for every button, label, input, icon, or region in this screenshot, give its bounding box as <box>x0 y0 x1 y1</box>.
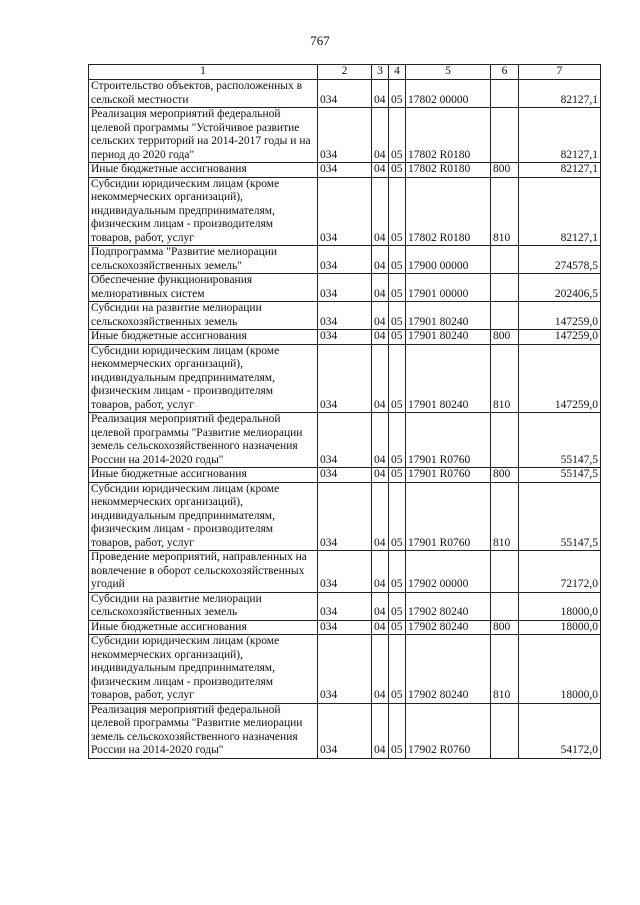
row-pr-code: 05 <box>389 592 406 620</box>
row-rz-code: 04 <box>372 108 389 163</box>
table-row <box>89 592 601 620</box>
row-name: Субсидии на развитие мелиорации сельскохозяйственных земель <box>89 592 318 620</box>
row-gr-code: 034 <box>318 163 372 178</box>
row-gr-code: 034 <box>318 635 372 704</box>
row-rz-code: 04 <box>372 482 389 551</box>
table-row <box>89 703 601 758</box>
row-vr-code: 810 <box>491 482 519 551</box>
row-rz-code: 04 <box>372 703 389 758</box>
row-amount: 18000,0 <box>519 592 601 620</box>
table-row <box>89 344 601 413</box>
row-rz-code: 04 <box>372 274 389 302</box>
row-name: Субсидии на развитие мелиорации сельскохозяйственных земель <box>89 302 318 330</box>
row-amount: 147259,0 <box>519 344 601 413</box>
row-gr-code: 034 <box>318 551 372 593</box>
row-csr-code: 17901 R0760 <box>406 413 491 468</box>
header-row <box>89 65 601 80</box>
row-pr-code: 05 <box>389 620 406 635</box>
page-number: 767 <box>310 33 330 48</box>
table-row <box>89 177 601 246</box>
row-gr-code: 034 <box>318 330 372 345</box>
row-gr-code: 034 <box>318 302 372 330</box>
row-vr-code: 810 <box>491 177 519 246</box>
row-vr-code: 800 <box>491 330 519 345</box>
row-csr-code: 17902 R0760 <box>406 703 491 758</box>
table-body <box>89 80 601 759</box>
table-row <box>89 468 601 483</box>
row-name: Субсидии юридическим лицам (кроме некоммерческих организаций), индивидуальным предпринимателям, физическим лицам - производителям товаров, работ, услуг <box>89 177 318 246</box>
row-pr-code: 05 <box>389 274 406 302</box>
row-amount: 18000,0 <box>519 635 601 704</box>
row-rz-code: 04 <box>372 592 389 620</box>
table-row <box>89 274 601 302</box>
row-gr-code: 034 <box>318 620 372 635</box>
column-header: 6 <box>491 65 519 80</box>
row-vr-code <box>491 413 519 468</box>
row-name: Иные бюджетные ассигнования <box>89 620 318 635</box>
row-csr-code: 17900 00000 <box>406 246 491 274</box>
column-header: 7 <box>519 65 601 80</box>
row-name: Субсидии юридическим лицам (кроме некоммерческих организаций), индивидуальным предпринимателям, физическим лицам - производителям товаров, работ, услуг <box>89 482 318 551</box>
row-gr-code: 034 <box>318 703 372 758</box>
row-name: Подпрограмма "Развитие мелиорации сельскохозяйственных земель" <box>89 246 318 274</box>
row-csr-code: 17802 R0180 <box>406 108 491 163</box>
row-amount: 82127,1 <box>519 163 601 178</box>
row-name: Строительство объектов, расположенных в сельской местности <box>89 80 318 108</box>
row-gr-code: 034 <box>318 80 372 108</box>
row-csr-code: 17901 80240 <box>406 330 491 345</box>
row-pr-code: 05 <box>389 703 406 758</box>
table-row <box>89 620 601 635</box>
row-gr-code: 034 <box>318 482 372 551</box>
row-amount: 147259,0 <box>519 330 601 345</box>
row-vr-code <box>491 80 519 108</box>
row-vr-code: 810 <box>491 344 519 413</box>
row-pr-code: 05 <box>389 163 406 178</box>
row-csr-code: 17802 R0180 <box>406 163 491 178</box>
row-gr-code: 034 <box>318 344 372 413</box>
column-header: 3 <box>372 65 389 80</box>
row-amount: 274578,5 <box>519 246 601 274</box>
row-name: Проведение мероприятий, направленных на вовлечение в оборот сельскохозяйственных угодий <box>89 551 318 593</box>
table-row <box>89 163 601 178</box>
row-amount: 147259,0 <box>519 302 601 330</box>
row-csr-code: 17901 R0760 <box>406 468 491 483</box>
row-vr-code <box>491 703 519 758</box>
row-vr-code <box>491 302 519 330</box>
row-rz-code: 04 <box>372 163 389 178</box>
row-amount: 82127,1 <box>519 108 601 163</box>
row-pr-code: 05 <box>389 413 406 468</box>
row-name: Иные бюджетные ассигнования <box>89 330 318 345</box>
row-csr-code: 17901 00000 <box>406 274 491 302</box>
row-gr-code: 034 <box>318 108 372 163</box>
column-header: 5 <box>406 65 491 80</box>
row-rz-code: 04 <box>372 330 389 345</box>
row-rz-code: 04 <box>372 80 389 108</box>
row-vr-code <box>491 551 519 593</box>
row-csr-code: 17901 R0760 <box>406 482 491 551</box>
row-name: Реализация мероприятий федеральной целевой программы "Развитие мелиорации земель сельскохозяйственного назначения России на 2014-2020 годы" <box>89 703 318 758</box>
row-pr-code: 05 <box>389 482 406 551</box>
table-row <box>89 302 601 330</box>
table-row <box>89 108 601 163</box>
row-pr-code: 05 <box>389 468 406 483</box>
row-rz-code: 04 <box>372 551 389 593</box>
row-amount: 202406,5 <box>519 274 601 302</box>
budget-table <box>88 64 601 759</box>
row-gr-code: 034 <box>318 246 372 274</box>
row-vr-code <box>491 592 519 620</box>
table-row <box>89 482 601 551</box>
table-row <box>89 330 601 345</box>
row-pr-code: 05 <box>389 551 406 593</box>
row-gr-code: 034 <box>318 177 372 246</box>
row-name: Реализация мероприятий федеральной целевой программы "Устойчивое развитие сельских территорий на 2014-2017 годы и на период до 2020 года" <box>89 108 318 163</box>
row-pr-code: 05 <box>389 108 406 163</box>
table-row <box>89 413 601 468</box>
row-gr-code: 034 <box>318 413 372 468</box>
row-name: Субсидии юридическим лицам (кроме некоммерческих организаций), индивидуальным предпринимателям, физическим лицам - производителям товаров, работ, услуг <box>89 344 318 413</box>
row-rz-code: 04 <box>372 413 389 468</box>
table-row <box>89 551 601 593</box>
row-vr-code: 800 <box>491 163 519 178</box>
row-csr-code: 17901 80240 <box>406 344 491 413</box>
row-rz-code: 04 <box>372 246 389 274</box>
row-amount: 72172,0 <box>519 551 601 593</box>
row-name: Реализация мероприятий федеральной целевой программы "Развитие мелиорации земель сельскохозяйственного назначения России на 2014-2020 годы" <box>89 413 318 468</box>
row-pr-code: 05 <box>389 635 406 704</box>
table-row <box>89 246 601 274</box>
row-csr-code: 17902 00000 <box>406 551 491 593</box>
row-csr-code: 17902 80240 <box>406 620 491 635</box>
row-pr-code: 05 <box>389 177 406 246</box>
row-csr-code: 17802 R0180 <box>406 177 491 246</box>
row-name: Иные бюджетные ассигнования <box>89 163 318 178</box>
row-pr-code: 05 <box>389 246 406 274</box>
row-name: Субсидии юридическим лицам (кроме некоммерческих организаций), индивидуальным предпринимателям, физическим лицам - производителям товаров, работ, услуг <box>89 635 318 704</box>
row-vr-code <box>491 108 519 163</box>
row-rz-code: 04 <box>372 620 389 635</box>
row-amount: 55147,5 <box>519 413 601 468</box>
row-vr-code: 810 <box>491 635 519 704</box>
table-row <box>89 635 601 704</box>
row-rz-code: 04 <box>372 302 389 330</box>
row-vr-code <box>491 274 519 302</box>
row-name: Обеспечение функционирования мелиоративных систем <box>89 274 318 302</box>
row-pr-code: 05 <box>389 344 406 413</box>
row-name: Иные бюджетные ассигнования <box>89 468 318 483</box>
row-rz-code: 04 <box>372 177 389 246</box>
row-rz-code: 04 <box>372 468 389 483</box>
table-row <box>89 80 601 108</box>
row-amount: 18000,0 <box>519 620 601 635</box>
row-amount: 55147,5 <box>519 482 601 551</box>
column-header: 2 <box>318 65 372 80</box>
row-rz-code: 04 <box>372 344 389 413</box>
column-header: 4 <box>389 65 406 80</box>
row-pr-code: 05 <box>389 80 406 108</box>
row-amount: 54172,0 <box>519 703 601 758</box>
row-gr-code: 034 <box>318 274 372 302</box>
row-amount: 55147,5 <box>519 468 601 483</box>
row-pr-code: 05 <box>389 330 406 345</box>
row-amount: 82127,1 <box>519 177 601 246</box>
row-vr-code <box>491 246 519 274</box>
column-header: 1 <box>89 65 318 80</box>
row-csr-code: 17902 80240 <box>406 592 491 620</box>
row-amount: 82127,1 <box>519 80 601 108</box>
row-vr-code: 800 <box>491 620 519 635</box>
row-gr-code: 034 <box>318 468 372 483</box>
row-vr-code: 800 <box>491 468 519 483</box>
row-pr-code: 05 <box>389 302 406 330</box>
row-rz-code: 04 <box>372 635 389 704</box>
row-gr-code: 034 <box>318 592 372 620</box>
row-csr-code: 17902 80240 <box>406 635 491 704</box>
row-csr-code: 17802 00000 <box>406 80 491 108</box>
row-csr-code: 17901 80240 <box>406 302 491 330</box>
